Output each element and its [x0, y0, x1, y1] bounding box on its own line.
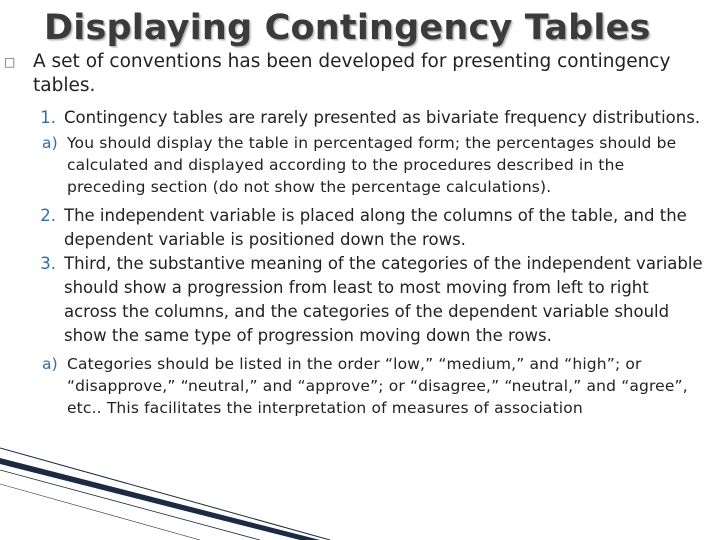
item-number: 2.	[40, 206, 56, 225]
numbered-list	[16, 106, 706, 419]
square-bullet-icon: □	[4, 55, 16, 69]
item-text: Contingency tables are rarely presented as bivariate frequency distributions.	[64, 108, 701, 127]
deco-line	[0, 484, 200, 540]
intro-text: A set of conventions has been developed for presenting contingency tables.	[33, 51, 671, 96]
slide-title: Displaying Contingency Tables	[44, 8, 651, 48]
list-item	[16, 106, 706, 130]
list-item	[16, 204, 706, 252]
deco-line	[0, 448, 330, 540]
decorative-corner-lines	[0, 440, 340, 540]
deco-wedge	[0, 458, 320, 540]
sub-item-text: You should display the table in percentaged form; the percentages should be calculated and displayed according to the procedures described in the preceding section (do not show the percentage calculations).	[67, 134, 677, 196]
item-number: 3.	[40, 254, 56, 273]
sub-item-letter: a)	[42, 134, 58, 152]
list-item	[16, 252, 706, 348]
sub-list-item	[16, 132, 706, 198]
sub-list-item	[16, 353, 706, 419]
item-number: 1.	[40, 108, 56, 127]
sub-item-letter: a)	[42, 355, 58, 373]
item-text: Third, the substantive meaning of the categories of the independent variable should show a progression from least to most moving from left to right across the columns, and the categories of the dependent variable should show the same type of progression moving down the rows.	[64, 254, 703, 345]
deco-line	[0, 470, 260, 540]
item-text: The independent variable is placed along the columns of the table, and the dependent variable is positioned down the rows.	[64, 206, 687, 249]
sub-item-text: Categories should be listed in the order “low,” “medium,” and “high”; or “disapprove,” “neutral,” and “approve”; or “disagree,” “neutral,” and “agree”, etc.. This facilitates the interpretation of measures of association	[67, 355, 688, 417]
